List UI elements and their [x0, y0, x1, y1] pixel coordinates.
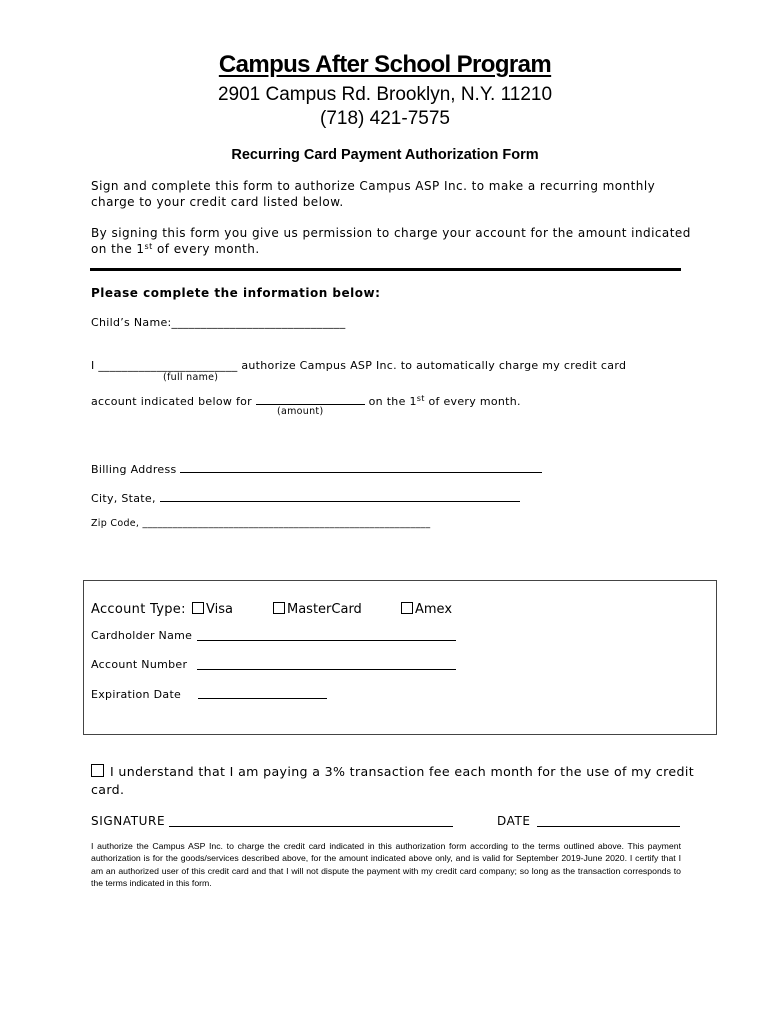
- account-type-label: Account Type:: [91, 602, 186, 617]
- section-divider: [90, 268, 681, 271]
- phone-number: (718) 421-7575: [320, 108, 450, 129]
- date-field[interactable]: [537, 814, 680, 827]
- section-heading: Please complete the information below:: [91, 286, 381, 300]
- amount-caption: (amount): [277, 406, 324, 417]
- intro-line-1: Sign and complete this form to authorize Campus ASP Inc. to make a recurring monthly: [91, 179, 656, 193]
- signature-label: SIGNATURE: [91, 814, 166, 828]
- city-state-row: City, State,: [91, 489, 520, 505]
- full-name-field[interactable]: I ________________________: [91, 359, 238, 372]
- amex-option[interactable]: Amex: [401, 602, 452, 617]
- signing-line-2: on the 1st of every month.: [91, 242, 260, 256]
- cardholder-name-field[interactable]: [197, 628, 456, 641]
- signature-field[interactable]: [169, 814, 453, 827]
- fee-acknowledgement-line-2: card.: [91, 782, 125, 797]
- account-number-field[interactable]: [197, 657, 456, 670]
- address: 2901 Campus Rd. Brooklyn, N.Y. 11210: [217, 84, 553, 105]
- legal-authorization-text: I authorize the Campus ASP Inc. to charge the credit card indicated in this authorization form according to the terms outlined above. This payment authorization is for the goods/services described above, for the amount indicated above only, and is valid for September 2019-June 2020. I certify that I am an authorized user of this credit card and that I will not dispute the payment with my credit card company; so long as the transaction corresponds to the terms indicated in this form.: [91, 841, 681, 889]
- signing-line-1: By signing this form you give us permission to charge your account for the amount indicated: [91, 226, 691, 240]
- fee-checkbox[interactable]: [91, 764, 104, 777]
- child-name-field[interactable]: Child’s Name:______________________________: [91, 316, 346, 329]
- expiration-date-field[interactable]: [198, 686, 327, 699]
- billing-address-field[interactable]: [180, 460, 542, 473]
- zip-code-field[interactable]: Zip Code, _________________________________________________________: [91, 518, 431, 529]
- visa-option[interactable]: Visa: [192, 602, 233, 617]
- amex-checkbox[interactable]: [401, 602, 413, 614]
- account-line: account indicated below for on the 1st of every month.: [91, 394, 521, 408]
- account-number-label: Account Number: [91, 658, 188, 671]
- expiration-date-label: Expiration Date: [91, 688, 182, 701]
- cardholder-name-label: Cardholder Name: [91, 629, 193, 642]
- authorize-line: I ________________________ authorize Campus ASP Inc. to automatically charge my credit card: [91, 359, 627, 372]
- billing-address-row: Billing Address: [91, 460, 542, 476]
- city-state-field[interactable]: [160, 489, 520, 502]
- form-title: Recurring Card Payment Authorization Form: [231, 147, 539, 163]
- full-name-caption: (full name): [163, 372, 219, 383]
- fee-acknowledgement: I understand that I am paying a 3% transaction fee each month for the use of my credit: [91, 764, 694, 779]
- visa-checkbox[interactable]: [192, 602, 204, 614]
- amount-field[interactable]: [256, 392, 365, 405]
- mastercard-checkbox[interactable]: [273, 602, 285, 614]
- intro-line-2: charge to your credit card listed below.: [91, 195, 344, 209]
- mastercard-option[interactable]: MasterCard: [273, 602, 362, 617]
- page-title: [0, 51, 770, 79]
- page-title-text: Campus After School Program: [218, 51, 552, 78]
- date-label: DATE: [497, 814, 531, 828]
